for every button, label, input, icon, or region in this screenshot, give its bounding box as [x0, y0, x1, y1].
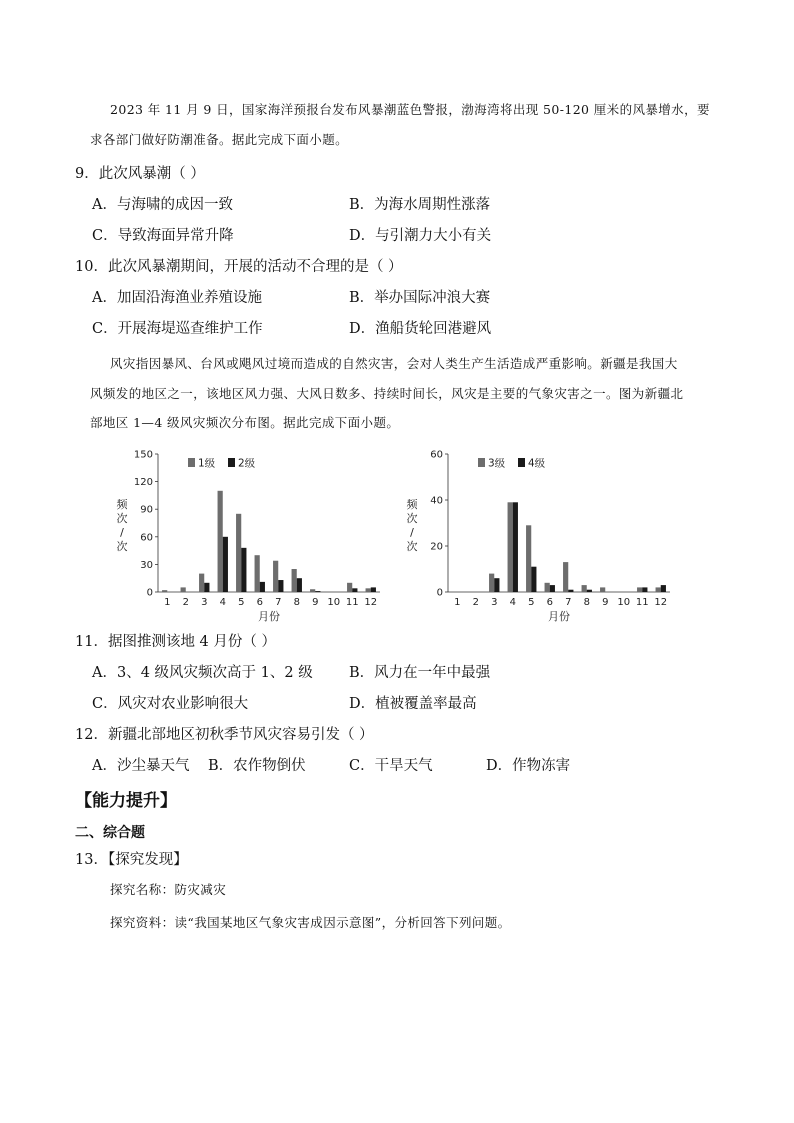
bar-3级-6: [545, 583, 550, 592]
x-tick-label: 10: [617, 597, 631, 608]
x-tick-label: 8: [583, 597, 590, 608]
x-tick-label: 9: [312, 597, 319, 608]
q11-option-c: C．风灾对农业影响很大: [92, 696, 249, 712]
bar-3级-7: [563, 562, 568, 592]
intro2-line-3: 部地区 1—4 级风灾频次分布图。据此完成下面小题。: [90, 415, 400, 430]
bar-1级-2: [181, 587, 186, 592]
y-tick-label: 30: [140, 559, 153, 571]
y-axis-label-char: /: [410, 526, 414, 539]
x-tick-label: 12: [654, 597, 668, 608]
bar-2级-4: [223, 537, 228, 592]
legend-label: 4级: [528, 457, 546, 470]
legend-label: 1级: [198, 457, 216, 470]
q10-stem: 10．此次风暴潮期间，开展的活动不合理的是（ ）: [75, 259, 403, 275]
bar-3级-8: [582, 585, 587, 592]
bar-3级-9: [600, 587, 605, 592]
bar-1级-6: [255, 555, 260, 592]
y-tick-label: 90: [140, 504, 153, 516]
bar-3级-12: [656, 587, 661, 592]
bar-2级-12: [371, 587, 376, 592]
bar-1级-4: [218, 491, 223, 592]
intro-line-1: 2023 年 11 月 9 日，国家海洋预报台发布风暴潮蓝色警报，渤海湾将出现 50-120 厘米的风暴增水，要: [110, 102, 710, 117]
bar-1级-5: [236, 514, 241, 592]
x-tick-label: 1: [164, 597, 171, 608]
y-tick-label: 0: [146, 587, 153, 599]
q11-stem: 11．据图推测该地 4 月份（ ）: [75, 634, 277, 650]
bar-4级-6: [550, 585, 555, 592]
q9-option-a: A．与海啸的成因一致: [92, 197, 233, 213]
bar-2级-6: [260, 582, 265, 592]
y-axis-label-char: 次: [406, 512, 418, 525]
bar-4级-7: [568, 590, 573, 592]
bar-1级-3: [199, 574, 204, 592]
part-2-heading: 二、综合题: [75, 825, 145, 841]
bar-2级-5: [241, 548, 246, 592]
bar-4级-3: [494, 578, 499, 592]
x-tick-label: 1: [454, 597, 461, 608]
q12-option-a: A．沙尘暴天气: [92, 758, 190, 774]
legend-swatch-1级: [188, 458, 195, 467]
x-tick-label: 8: [293, 597, 300, 608]
bar-2级-9: [315, 591, 320, 592]
x-tick-label: 2: [472, 597, 479, 608]
x-tick-label: 2: [182, 597, 189, 608]
q13-name: 探究名称：防灾减灾: [110, 882, 227, 897]
q11-option-b: B．风力在一年中最强: [349, 665, 491, 681]
y-axis-label-char: /: [120, 526, 124, 539]
bar-1级-12: [366, 588, 371, 592]
bar-3级-4: [508, 502, 513, 592]
bar-2级-11: [352, 588, 357, 592]
bar-3级-3: [489, 574, 494, 592]
bar-4级-8: [587, 590, 592, 592]
y-tick-label: 20: [430, 541, 443, 553]
q11-option-d: D．植被覆盖率最高: [349, 696, 477, 712]
q12-stem: 12．新疆北部地区初秋季节风灾容易引发（ ）: [75, 727, 374, 743]
x-tick-label: 12: [364, 597, 378, 608]
y-axis-label-char: 频: [116, 498, 128, 511]
bar-4级-4: [513, 502, 518, 592]
y-tick-label: 0: [436, 587, 443, 599]
legend-swatch-3级: [478, 458, 485, 467]
bar-1级-1: [162, 590, 167, 592]
q12-option-b: B．农作物倒伏: [208, 758, 306, 774]
bar-2级-8: [297, 578, 302, 592]
bar-4级-5: [531, 567, 536, 592]
x-tick-label: 6: [256, 597, 263, 608]
q10-option-d: D．渔船货轮回港避风: [349, 321, 492, 337]
x-tick-label: 9: [602, 597, 609, 608]
x-tick-label: 3: [201, 597, 208, 608]
x-tick-label: 7: [565, 597, 572, 608]
bar-3级-11: [637, 587, 642, 592]
legend-label: 2级: [238, 457, 256, 470]
x-tick-label: 10: [327, 597, 341, 608]
q12-option-d: D．作物冻害: [486, 758, 571, 774]
bar-1级-8: [292, 569, 297, 592]
y-axis-label-char: 次: [406, 540, 418, 553]
q13-material: 探究资料：读“我国某地区气象灾害成因示意图”，分析回答下列问题。: [110, 915, 511, 930]
q9-option-b: B．为海水周期性涨落: [349, 197, 491, 213]
intro2-line-1: 风灾指因暴风、台风或飓风过境而造成的自然灾害，会对人类生产生活造成严重影响。新疆是我国大: [110, 356, 678, 371]
legend-swatch-4级: [518, 458, 525, 467]
q9-option-c: C．导致海面异常升降: [92, 228, 234, 244]
bar-1级-7: [273, 561, 278, 592]
y-axis-label-char: 次: [116, 540, 128, 553]
legend-swatch-2级: [228, 458, 235, 467]
q10-option-b: B．举办国际冲浪大赛: [349, 290, 491, 306]
section-title: 【能力提升】: [75, 791, 177, 811]
x-tick-label: 4: [509, 597, 516, 608]
wind-disaster-chart-grade-3-4: [400, 446, 680, 626]
x-tick-label: 11: [635, 597, 649, 608]
q11-option-a: A．3、4 级风灾频次高于 1、2 级: [92, 665, 313, 681]
q9-stem: 9．此次风暴潮（ ）: [75, 166, 205, 182]
y-axis-label-char: 频: [406, 498, 418, 511]
bar-3级-5: [526, 525, 531, 592]
q13-stem: 13．【探究发现】: [75, 852, 188, 868]
x-tick-label: 3: [491, 597, 498, 608]
bar-2级-7: [278, 580, 283, 592]
y-axis-label-char: 次: [116, 512, 128, 525]
bar-4级-11: [642, 587, 647, 592]
q9-option-d: D．与引潮力大小有关: [349, 228, 492, 244]
x-tick-label: 4: [219, 597, 226, 608]
y-tick-label: 150: [133, 449, 153, 461]
q12-option-c: C．干旱天气: [349, 758, 433, 774]
x-tick-label: 5: [238, 597, 245, 608]
x-tick-label: 5: [528, 597, 535, 608]
bar-1级-9: [310, 589, 315, 592]
x-axis-label: 月份: [548, 610, 570, 623]
x-axis-label: 月份: [258, 610, 280, 623]
x-tick-label: 6: [546, 597, 553, 608]
bar-1级-11: [347, 583, 352, 592]
intro-line-2: 求各部门做好防潮准备。据此完成下面小题。: [90, 132, 349, 147]
x-tick-label: 7: [275, 597, 282, 608]
y-tick-label: 60: [430, 449, 443, 461]
intro2-line-2: 风频发的地区之一，该地区风力强、大风日数多、持续时间长，风灾是主要的气象灾害之一。图为新疆北: [90, 386, 684, 401]
q10-option-a: A．加固沿海渔业养殖设施: [92, 290, 262, 306]
wind-disaster-chart-grade-1-2: [110, 446, 390, 626]
bar-2级-3: [204, 583, 209, 592]
y-tick-label: 120: [133, 477, 153, 489]
bar-4级-12: [661, 585, 666, 592]
y-tick-label: 40: [430, 495, 443, 507]
legend-label: 3级: [488, 457, 506, 470]
x-tick-label: 11: [345, 597, 359, 608]
q10-option-c: C．开展海堤巡查维护工作: [92, 321, 263, 337]
y-tick-label: 60: [140, 532, 153, 544]
